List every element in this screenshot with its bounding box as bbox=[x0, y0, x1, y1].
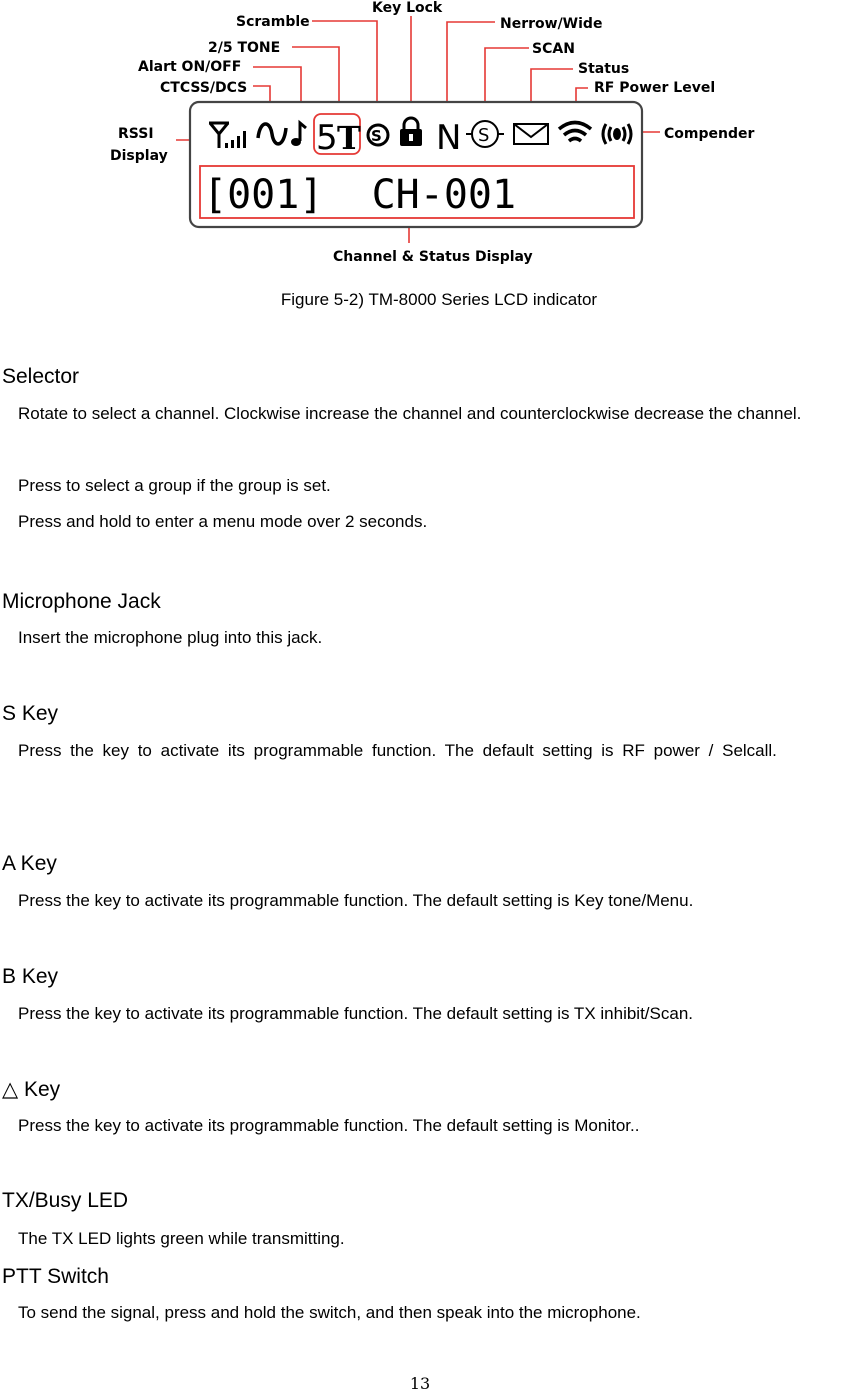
section-title-tx-busy-led: TX/Busy LED bbox=[2, 1189, 129, 1212]
selector-line-1: Rotate to select a channel. Clockwise increase the channel and counterclockwise decrease the channel. bbox=[18, 404, 802, 423]
selector-line-2: Press to select a group if the group is set. bbox=[18, 476, 331, 495]
lcd-indicator-figure bbox=[0, 0, 861, 280]
a-key-text: Press the key to activate its programmable function. The default setting is Key tone/Menu. bbox=[18, 891, 694, 910]
triangle-key-text: Press the key to activate its programmable function. The default setting is Monitor.. bbox=[18, 1116, 640, 1135]
page-number: 13 bbox=[409, 1374, 431, 1393]
tone-digit: 5 bbox=[316, 118, 338, 158]
label-rf-power-level: RF Power Level bbox=[594, 80, 716, 96]
section-title-selector: Selector bbox=[2, 365, 80, 388]
section-title-microphone-jack: Microphone Jack bbox=[2, 590, 161, 613]
section-title-triangle-key: △ Key bbox=[2, 1078, 61, 1101]
label-narrow-wide: Nerrow/Wide bbox=[500, 16, 603, 32]
label-scan: SCAN bbox=[532, 41, 575, 57]
section-title-a-key: A Key bbox=[2, 852, 57, 875]
tx-busy-led-text: The TX LED lights green while transmitting. bbox=[18, 1229, 345, 1248]
section-title-b-key: B Key bbox=[2, 965, 59, 988]
channel-text: [001] CH-001 bbox=[203, 172, 517, 218]
scan-letter: S bbox=[478, 125, 490, 146]
label-rssi: RSSI bbox=[118, 126, 154, 142]
narrow-letter: N bbox=[436, 118, 462, 158]
label-2-5-tone: 2/5 TONE bbox=[208, 40, 281, 56]
label-compender: Compender bbox=[664, 126, 755, 142]
tone-letter: T bbox=[337, 119, 361, 157]
s-key-text: Press the key to activate its programmable function. The default setting is RF power / Selcall. bbox=[18, 741, 777, 760]
label-alert: Alart ON/OFF bbox=[138, 59, 242, 75]
section-title-s-key: S Key bbox=[2, 702, 59, 725]
label-key-lock: Key Lock bbox=[372, 0, 443, 16]
ptt-switch-text: To send the signal, press and hold the switch, and then speak into the microphone. bbox=[18, 1303, 641, 1322]
label-ctcss-dcs: CTCSS/DCS bbox=[160, 80, 248, 96]
svg-text:S: S bbox=[371, 127, 382, 145]
b-key-text: Press the key to activate its programmable function. The default setting is TX inhibit/Scan. bbox=[18, 1004, 693, 1023]
section-title-ptt-switch: PTT Switch bbox=[2, 1265, 109, 1288]
microphone-jack-text: Insert the microphone plug into this jack. bbox=[18, 628, 323, 647]
label-channel-status: Channel & Status Display bbox=[333, 249, 533, 265]
label-status: Status bbox=[578, 61, 630, 77]
figure-caption: Figure 5-2) TM-8000 Series LCD indicator bbox=[280, 290, 598, 309]
label-display: Display bbox=[110, 148, 168, 164]
selector-line-3: Press and hold to enter a menu mode over 2 seconds. bbox=[18, 512, 428, 531]
label-scramble: Scramble bbox=[236, 14, 310, 30]
